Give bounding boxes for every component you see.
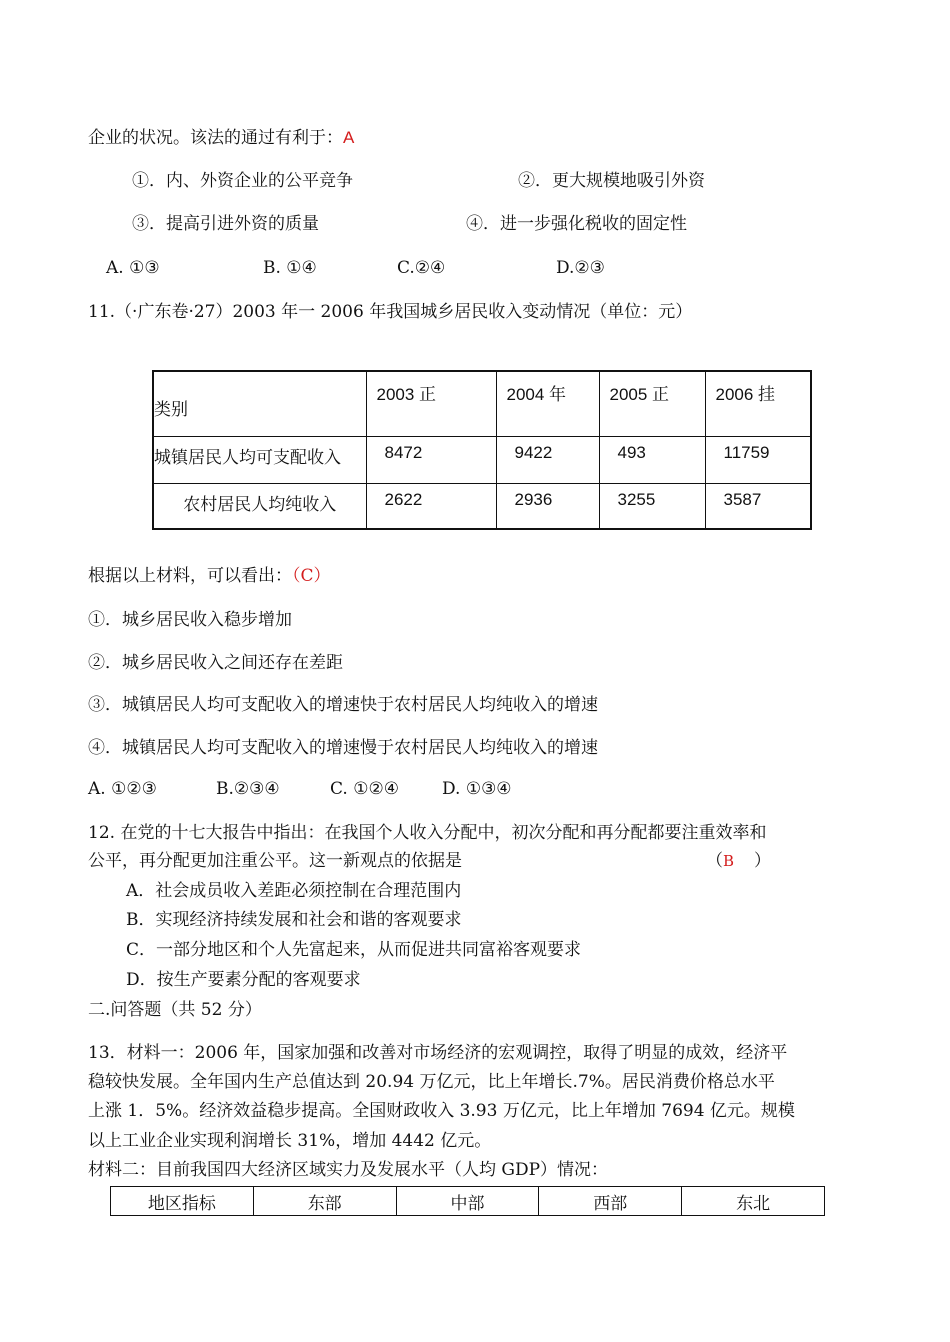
table-cell: 11759 [705,436,811,483]
region-table [110,1186,825,1216]
table-cell: 493 [599,436,705,483]
table-row [153,436,811,483]
table-cell: 3255 [599,483,705,529]
q10-choice-c: C.②④ [397,258,446,278]
q12-answer-bracket: （B ） [706,851,772,871]
q13-line-1: 13．材料一：2006 年，国家加强和改善对市场经济的宏观调控，取得了明显的成效，经济平 [88,1043,788,1063]
q13-material-2: 材料二：目前我国四大经济区域实力及发展水平（人均 GDP）情况： [88,1160,609,1180]
q12-stem-line-2: 公平，再分配更加注重公平。这一新观点的依据是 [88,851,462,871]
q11-choice-b: B.②③④ [216,779,280,799]
q12-option-d: D．按生产要素分配的客观要求 [126,970,361,990]
q10-option-4: ④．进一步强化税收的固定性 [466,214,687,234]
q11-prompt: 根据以上材料，可以看出：（C） [88,566,331,586]
row-label: 城镇居民人均可支配收入 [153,436,366,483]
q12-option-c: C．一部分地区和个人先富起来，从而促进共同富裕客观要求 [126,940,582,960]
table-cell: 9422 [496,436,599,483]
table-header-cell: 地区指标 [111,1187,254,1216]
q11-statement-4: ④．城镇居民人均可支配收入的增速慢于农村居民人均纯收入的增速 [88,738,598,758]
q12-option-a: A．社会成员收入差距必须控制在合理范围内 [126,881,462,901]
table-cell: 3587 [705,483,811,529]
header-category: 类别 [153,371,366,436]
q11-statement-2: ②．城乡居民收入之间还存在差距 [88,653,343,673]
q11-title: 11.（·广东卷·27）2003 年一 2006 年我国城乡居民收入变动情况（单位：元） [88,302,693,322]
table-row [153,483,811,529]
q12-option-b: B．实现经济持续发展和社会和谐的客观要求 [126,910,462,930]
q13-line-4: 以上工业企业实现利润增长 31%，增加 4442 亿元。 [88,1131,492,1151]
q10-option-1: ①．内、外资企业的公平竞争 [132,171,353,191]
header-year: 2005 正 [599,371,705,436]
q13-line-2: 稳较快发展。全年国内生产总值达到 20.94 万亿元，比上年增长.7%。居民消费价格总水平 [88,1072,775,1092]
q11-choice-d: D. ①③④ [442,779,512,799]
q10-option-2: ②．更大规模地吸引外资 [518,171,705,191]
header-year: 2003 正 [366,371,496,436]
table-row [111,1187,825,1216]
table-cell: 2936 [496,483,599,529]
q11-answer: （C） [292,566,331,586]
q12-stem-line-1: 12. 在党的十七大报告中指出：在我国个人收入分配中，初次分配和再分配都要注重效率和 [88,823,767,843]
q12-answer: B [723,852,735,870]
q10-stem: 企业的状况。该法的通过有利于：A [88,128,355,148]
q10-choice-b: B. ①④ [263,258,317,278]
q10-choice-a: A. ①③ [106,258,160,278]
income-table-header-row [153,371,811,436]
table-header-cell: 西部 [539,1187,682,1216]
q10-answer: A [343,128,355,147]
row-label: 农村居民人均纯收入 [153,483,366,529]
q11-choice-a: A. ①②③ [88,779,157,799]
table-header-cell: 中部 [396,1187,539,1216]
q11-statement-1: ①．城乡居民收入稳步增加 [88,610,292,630]
q11-choice-c: C. ①②④ [330,779,399,799]
q11-statement-3: ③．城镇居民人均可支配收入的增速快于农村居民人均纯收入的增速 [88,695,598,715]
q13-line-3: 上涨 1．5%。经济效益稳步提高。全国财政收入 3.93 万亿元，比上年增加 7694 亿元。规模 [88,1101,795,1121]
income-table [152,370,812,530]
section-heading: 二.问答题（共 52 分） [88,1000,262,1020]
q10-choice-d: D.②③ [556,258,605,278]
table-cell: 8472 [366,436,496,483]
header-year: 2006 挂 [705,371,811,436]
table-header-cell: 东北 [682,1187,825,1216]
table-header-cell: 东部 [253,1187,396,1216]
q10-option-3: ③．提高引进外资的质量 [132,214,319,234]
header-year: 2004 年 [496,371,599,436]
table-cell: 2622 [366,483,496,529]
